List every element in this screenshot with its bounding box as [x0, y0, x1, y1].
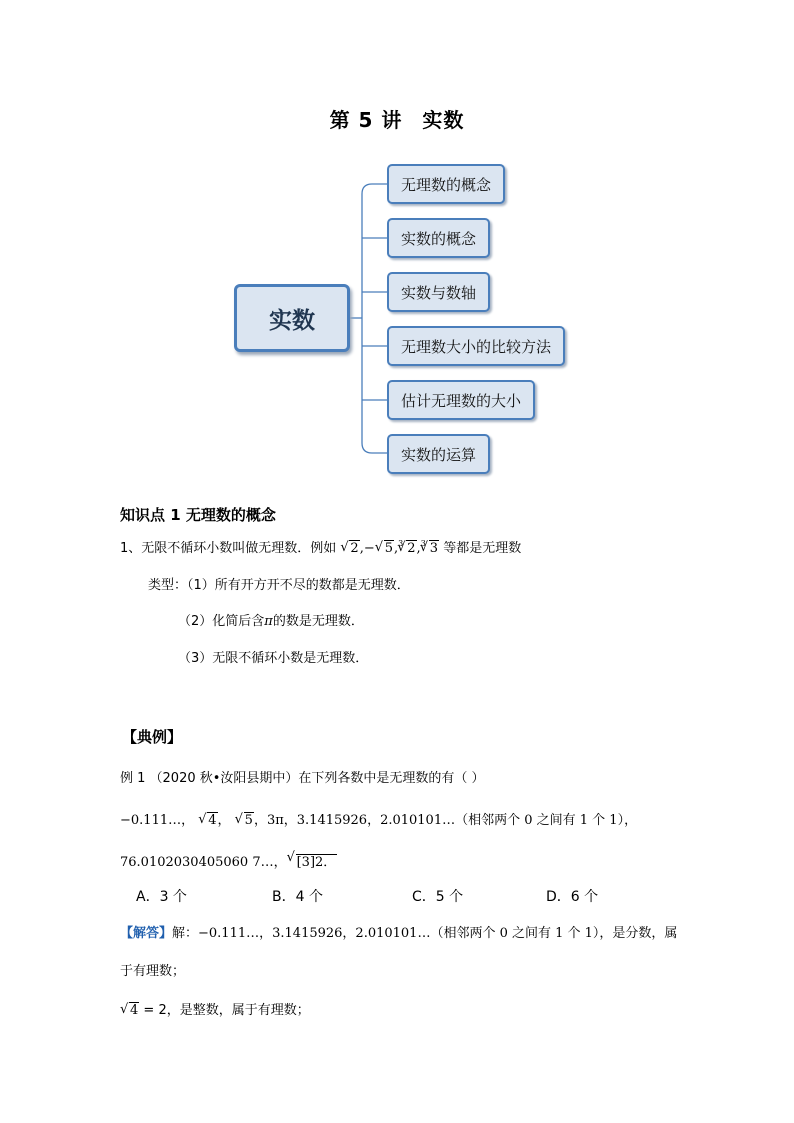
sqrt-4: √ 4 [198, 813, 217, 828]
example-header: 【典例】 [122, 728, 183, 746]
definition-line: 1、无限不循环小数叫做无理数．例如 √ 2,−√ 5,$^3$√ 2,$^3$√ 3 等都是无理数 [120, 537, 521, 556]
mindmap-node-operations: 实数的运算 [387, 434, 490, 474]
choice-c: C．5 个 [412, 889, 464, 905]
definition-prefix: 1、无限不循环小数叫做无理数．例如 [120, 541, 337, 556]
type-line-2: （2）化简后含π的数是无理数． [178, 614, 364, 629]
types-label: 类型： [148, 578, 188, 593]
mindmap-node-real-number-line: 实数与数轴 [387, 272, 490, 312]
example-numbers-line-2: 76.0102030405060 7…，√ [3]2． [120, 851, 337, 870]
mindmap-node-irrational-concept: 无理数的概念 [387, 164, 505, 204]
example-sqrt-2: √ 2 [340, 541, 359, 556]
choice-b: B．4 个 [272, 889, 323, 905]
example-neg-sqrt-5: √ 5 [375, 541, 394, 556]
page-title-lecture: 第 5 讲 [329, 108, 403, 132]
mindmap-root: 实数 [234, 284, 350, 352]
page-title-topic: 实数 [422, 108, 465, 132]
answer-tag: 【解答】 [120, 926, 173, 941]
sqrt-5: √ 5 [235, 813, 254, 828]
mindmap-node-real-concept: 实数的概念 [387, 218, 490, 258]
cbrt-2-expression: √ [3]2． [287, 851, 338, 870]
pi-symbol: π [264, 614, 273, 629]
example-question: 例 1 （2020 秋•汝阳县期中）在下列各数中是无理数的有（ ） [120, 771, 485, 786]
answer-line-3: √ 4 = 2，是整数，属于有理数； [120, 999, 310, 1018]
answer-line-2: 于有理数； [120, 964, 186, 979]
example-cbrt-2: √ 2 [397, 541, 416, 556]
knowledge-point-title: 知识点 1 无理数的概念 [120, 506, 276, 524]
example-cbrt-3: √ 3 [420, 541, 439, 556]
choice-a: A．3 个 [136, 889, 187, 905]
answer-line-1: 【解答】解：−0.111…，3.1415926，2.010101…（相邻两个 0 之间有 1 个 1），是分数，属 [120, 926, 678, 941]
connector-trunk [362, 184, 387, 453]
type-line-1: 类型：（1）所有开方开不尽的数都是无理数． [148, 578, 410, 593]
mindmap-node-compare-methods: 无理数大小的比较方法 [387, 326, 565, 366]
example-numbers-line-1: −0.111…， √ 4， √ 5，3π，3.1415926，2.010101…（相邻两个 0 之间有 1 个 1）， [120, 809, 637, 828]
type-line-3: （3）无限不循环小数是无理数． [178, 651, 369, 666]
mindmap-node-estimate: 估计无理数的大小 [387, 380, 535, 420]
definition-suffix: 等都是无理数 [443, 541, 522, 556]
choice-d: D．6 个 [546, 889, 599, 905]
answer-sqrt-4: √ 4 [120, 1003, 139, 1018]
